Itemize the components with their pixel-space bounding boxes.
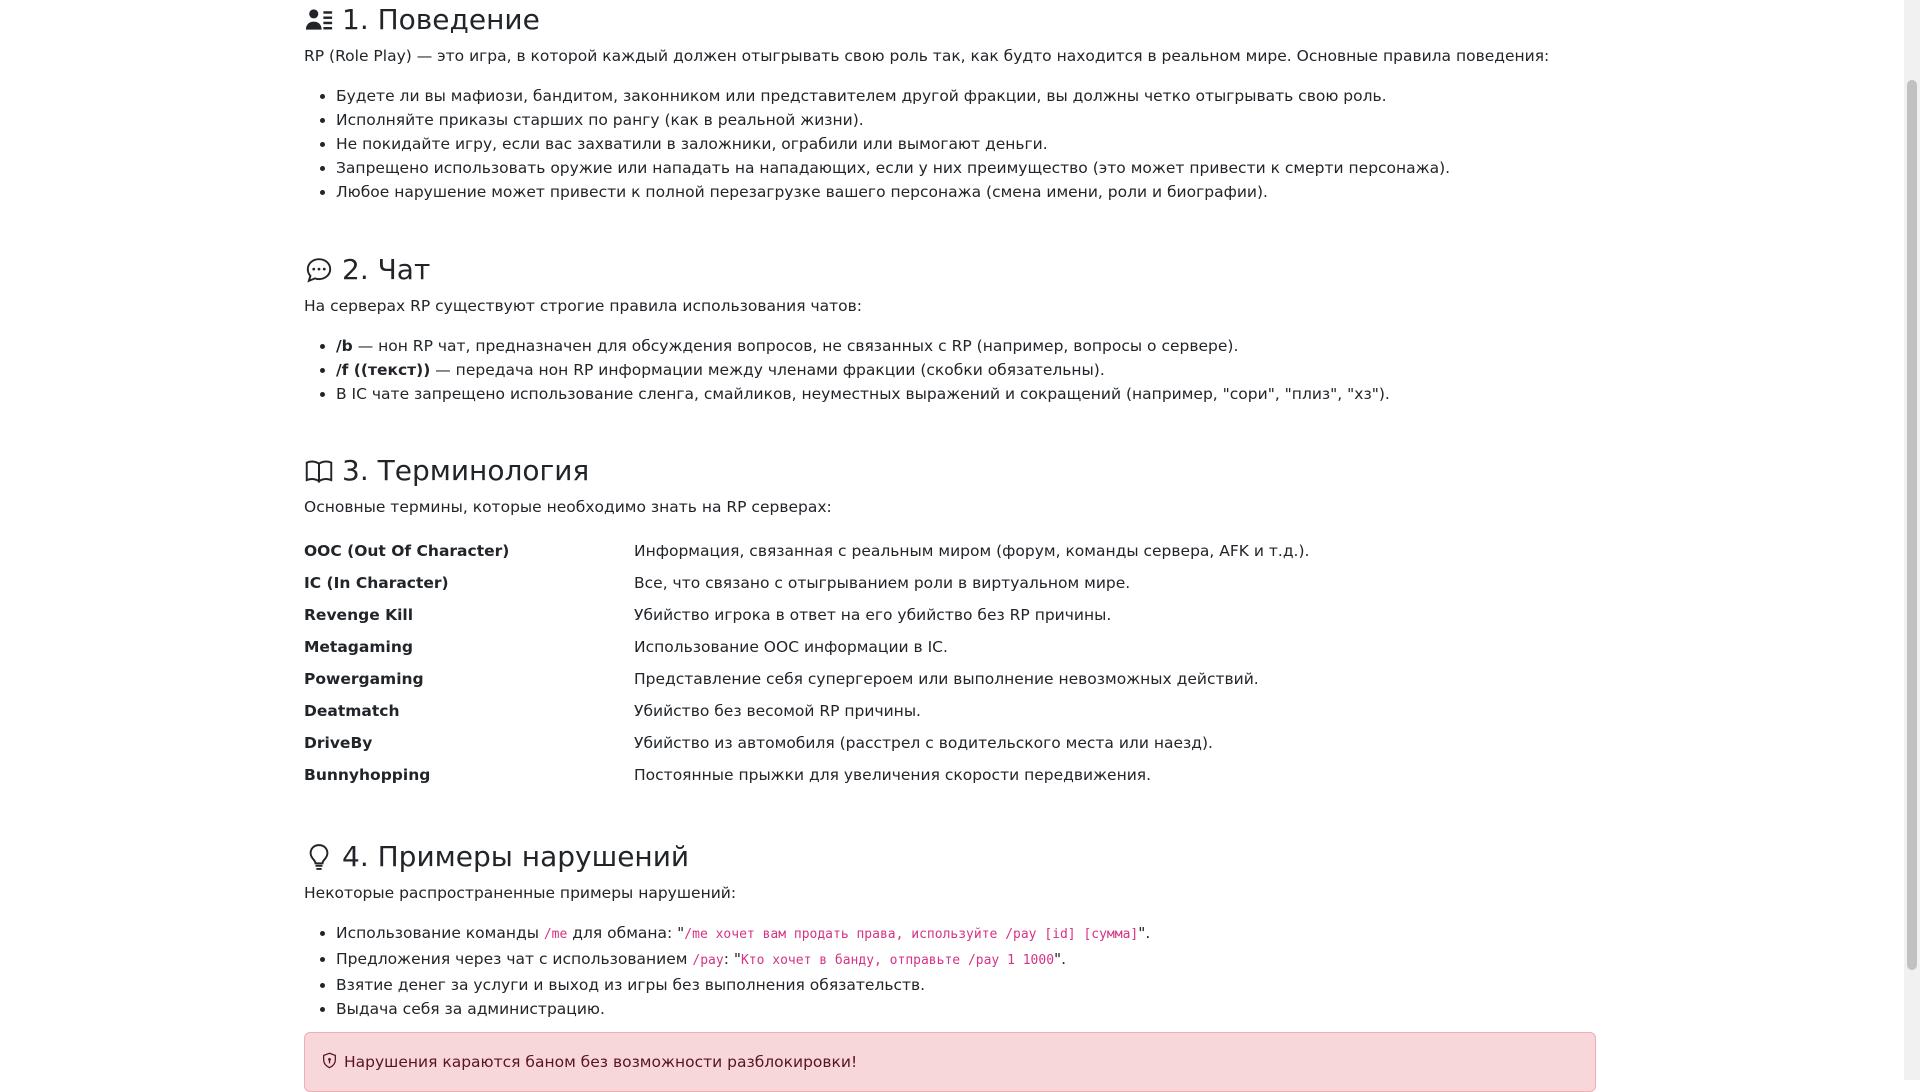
term: Revenge Kill [304, 606, 414, 624]
term-row [304, 695, 1600, 727]
section-chat [304, 250, 1600, 406]
term: DriveBy [304, 734, 373, 752]
example-text: : " [723, 950, 741, 968]
command-label: /f ((текст)) [336, 361, 431, 379]
example-text: Предложения через чат с использованием [336, 950, 693, 968]
inline-code: /pay [692, 953, 724, 968]
term-row [304, 631, 1600, 663]
list-item: • Запрещено использовать оружие или нападать на нападающих, если у них преимущество (это может привести к смерти персонажа). [336, 156, 1600, 180]
term-row [304, 599, 1600, 631]
section-heading [304, 0, 1600, 40]
section-title: 2. Чат [342, 253, 431, 286]
term-definition: Убийство без весомой RP причины. [634, 702, 921, 720]
example-text: Использование команды [336, 924, 544, 942]
list-item: • Не покидайте игру, если вас захватили в заложники, ограбили или вымогают деньги. [336, 132, 1600, 156]
inline-code: /me [543, 927, 568, 942]
term-definition: Использование OOC информации в IC. [634, 638, 948, 656]
section-heading [304, 451, 1600, 491]
section-heading [304, 250, 1600, 290]
lightbulb-icon [304, 842, 334, 872]
scrollbar[interactable] [1904, 0, 1920, 1080]
violations-list [304, 921, 1600, 1021]
term-row [304, 567, 1600, 599]
command-description: — передача нон RP информации между членами фракции (скобки обязательны). [430, 361, 1105, 379]
example-text: ". [1138, 924, 1151, 942]
term-definition: Информация, связанная с реальным миром (форум, команды сервера, AFK и т.д.). [634, 542, 1310, 560]
list-item: • Взятие денег за услуги и выход из игры без выполнения обязательств. [336, 973, 1600, 997]
term-definition: Все, что связано с отыгрыванием роли в виртуальном мире. [634, 574, 1131, 592]
term-row [304, 535, 1600, 567]
section-lead: На серверах RP существуют строгие правила использования чатов: [304, 297, 862, 315]
list-item: • Исполняйте приказы старших по рангу (как в реальной жизни). [336, 108, 1600, 132]
shield-icon [321, 1052, 338, 1073]
inline-code: Кто хочет в банду, отправьте /pay 1 1000 [740, 953, 1055, 968]
rules-list [304, 84, 1600, 204]
section-lead: RP (Role Play) — это игра, в которой каждый должен отыгрывать свою роль так, как будто находится в реальном мире. Основные правила поведения: [304, 47, 1550, 65]
example-text: для обмана: " [567, 924, 685, 942]
person-list-icon [304, 5, 334, 35]
rules-list [304, 334, 1600, 406]
term-definition: Убийство из автомобиля (расстрел с водительского места или наезд). [634, 734, 1213, 752]
section-heading [304, 837, 1600, 877]
rule-text: В IC чате запрещено использование сленга, смайликов, неуместных выражений и сокращений (например, "сори", "плиз", "хз"). [336, 385, 1390, 403]
section-behavior [304, 0, 1600, 204]
section-title: 4. Примеры нарушений [342, 840, 690, 873]
terms-list [304, 535, 1600, 791]
section-title: 3. Терминология [342, 454, 590, 487]
section-title: 1. Поведение [342, 3, 540, 36]
list-item: • Будете ли вы мафиози, бандитом, законником или представителем другой фракции, вы должны четко отыгрывать свою роль. [336, 84, 1600, 108]
term-row [304, 727, 1600, 759]
example-text: ". [1054, 950, 1067, 968]
section-lead: Некоторые распространенные примеры нарушений: [304, 884, 737, 902]
list-item: • Любое нарушение может привести к полной перезагрузке вашего персонажа (смена имени, роли и биографии). [336, 180, 1600, 204]
section-terminology [304, 451, 1600, 791]
list-item: • Выдача себя за администрацию. [336, 997, 1600, 1021]
command-description: — нон RP чат, предназначен для обсуждения вопросов, не связанных с RP (например, вопросы о сервере). [352, 337, 1239, 355]
section-violations [304, 837, 1600, 1021]
term: Bunnyhopping [304, 766, 431, 784]
term: Metagaming [304, 638, 413, 656]
term: IC (In Character) [304, 574, 449, 592]
command-label: /b [336, 337, 353, 355]
inline-code: /me хочет вам продать права, используйте /pay [id] [сумма] [684, 927, 1139, 942]
term: Powergaming [304, 670, 424, 688]
term-definition: Убийство игрока в ответ на его убийство без RP причины. [634, 606, 1112, 624]
list-item [336, 947, 1600, 973]
book-icon [304, 456, 334, 486]
term-row [304, 663, 1600, 695]
list-item [336, 921, 1600, 947]
term: Deatmatch [304, 702, 400, 720]
term: OOC (Out Of Character) [304, 542, 510, 560]
chat-dots-icon [304, 255, 334, 285]
list-item [336, 334, 1600, 358]
alert-text: Нарушения караются баном без возможности разблокировки! [344, 1053, 858, 1071]
section-lead: Основные термины, которые необходимо знать на RP серверах: [304, 498, 832, 516]
term-definition: Представление себя супергероем или выполнение невозможных действий. [634, 670, 1259, 688]
term-definition: Постоянные прыжки для увеличения скорости передвижения. [634, 766, 1152, 784]
term-row [304, 759, 1600, 791]
scrollbar-thumb[interactable] [1907, 80, 1917, 970]
list-item [336, 382, 1600, 406]
list-item [336, 358, 1600, 382]
ban-warning-alert [304, 1032, 1596, 1092]
